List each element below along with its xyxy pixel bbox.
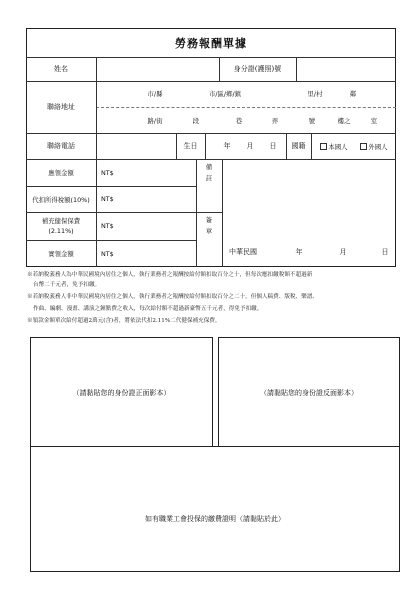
actual-currency: NT$ [101, 249, 114, 258]
actual-field[interactable] [120, 241, 195, 266]
receivable-field[interactable] [120, 160, 195, 185]
col-line [196, 159, 197, 267]
date-prefix: 中華民國 [229, 248, 257, 256]
col-line [96, 159, 97, 267]
date-year: 年 [295, 248, 303, 256]
note-line: ※若納稅義務人非中華民國境內居住之個人，執行業務者之報酬按給付額扣取百分之二十，但個人稿費、版稅、樂譜、 [27, 294, 318, 300]
addr-district: 市/區/鄉/鎮 [208, 89, 242, 98]
addr-village: 里/村 [307, 89, 323, 98]
id-field[interactable] [297, 58, 395, 80]
birthday-day: 日 [269, 142, 277, 150]
nhi-currency: NT$ [101, 222, 114, 230]
nationality-label: 國籍 [291, 142, 306, 150]
birthday-month: 月 [246, 142, 254, 150]
checkbox-icon [320, 143, 327, 150]
addr-alley: 弄 [271, 116, 279, 125]
date-day: 日 [381, 248, 389, 256]
name-label: 姓名 [54, 65, 68, 73]
withholding-field[interactable] [120, 187, 195, 211]
union-proof-paste-area[interactable] [30, 446, 400, 572]
id-label: 身分證(護照)號 [233, 65, 282, 73]
note-line: ※若納稅義務人為中華民國境內居住之個人，執行業務者之報酬按給付額扣取百分之十，但每次應扣繳稅額不超過新 [27, 272, 313, 278]
addr-road: 路/街 [147, 116, 163, 125]
nhi-field[interactable] [120, 213, 195, 239]
addr-neighborhood: 鄰 [349, 89, 357, 98]
col-line [311, 133, 312, 159]
phone-label: 聯絡電話 [47, 142, 75, 150]
addr-section: 段 [192, 116, 200, 125]
address-label: 聯絡地址 [47, 103, 75, 111]
date-month: 月 [339, 248, 347, 256]
col-line [205, 133, 206, 159]
checkbox-icon [360, 143, 367, 150]
addr-floor: 樓之 [337, 116, 351, 125]
form-title: 勞務報酬單據 [175, 37, 247, 50]
note-line: 台幣二千元者，免予扣繳。 [33, 282, 101, 288]
nationality-foreign-option[interactable] [354, 133, 394, 159]
birthday-label: 生日 [183, 142, 198, 150]
actual-label: 實領金額 [48, 250, 74, 258]
nationality-foreign-label: 外國人 [368, 142, 388, 151]
union-proof-placeholder: 如有職業工會投保的繳費證明（請黏貼於此） [145, 515, 285, 523]
name-field[interactable] [97, 58, 218, 80]
id-back-placeholder: （請黏貼您的身份證反面影本） [260, 389, 358, 397]
addr-lane: 巷 [235, 116, 243, 125]
nationality-local-label: 本國人 [328, 142, 348, 151]
addr-room: 室 [370, 116, 378, 125]
nhi-label: 補充健保保費(2.11%) [41, 217, 81, 235]
addr-number: 號 [308, 116, 316, 125]
nationality-local-option[interactable] [314, 133, 354, 159]
birthday-year: 年 [223, 142, 231, 150]
sign-label: 簽章 [205, 216, 213, 235]
phone-field[interactable] [97, 134, 175, 158]
withholding-label: 代扣所得稅額(10%) [32, 195, 90, 204]
receivable-label: 應領金額 [48, 169, 74, 177]
note-line: ※領款金額單次給付超過2萬元(含)者，將依法代扣2.11%二代健保補充保費。 [27, 318, 221, 324]
remark-field[interactable] [223, 160, 395, 211]
addr-city: 市/縣 [147, 89, 163, 98]
withholding-currency: NT$ [101, 195, 114, 203]
id-front-placeholder: （請黏貼您的身份證正面影本） [72, 389, 171, 397]
signature-field[interactable] [223, 213, 395, 247]
note-line: 作曲、編劇、漫畫、講演之鐘點費之收入，每次給付額不超過新臺幣五千元者，得免予扣繳。 [33, 306, 263, 312]
row-line [96, 107, 396, 108]
remark-label: 備註 [205, 163, 213, 182]
receivable-currency: NT$ [101, 168, 114, 177]
